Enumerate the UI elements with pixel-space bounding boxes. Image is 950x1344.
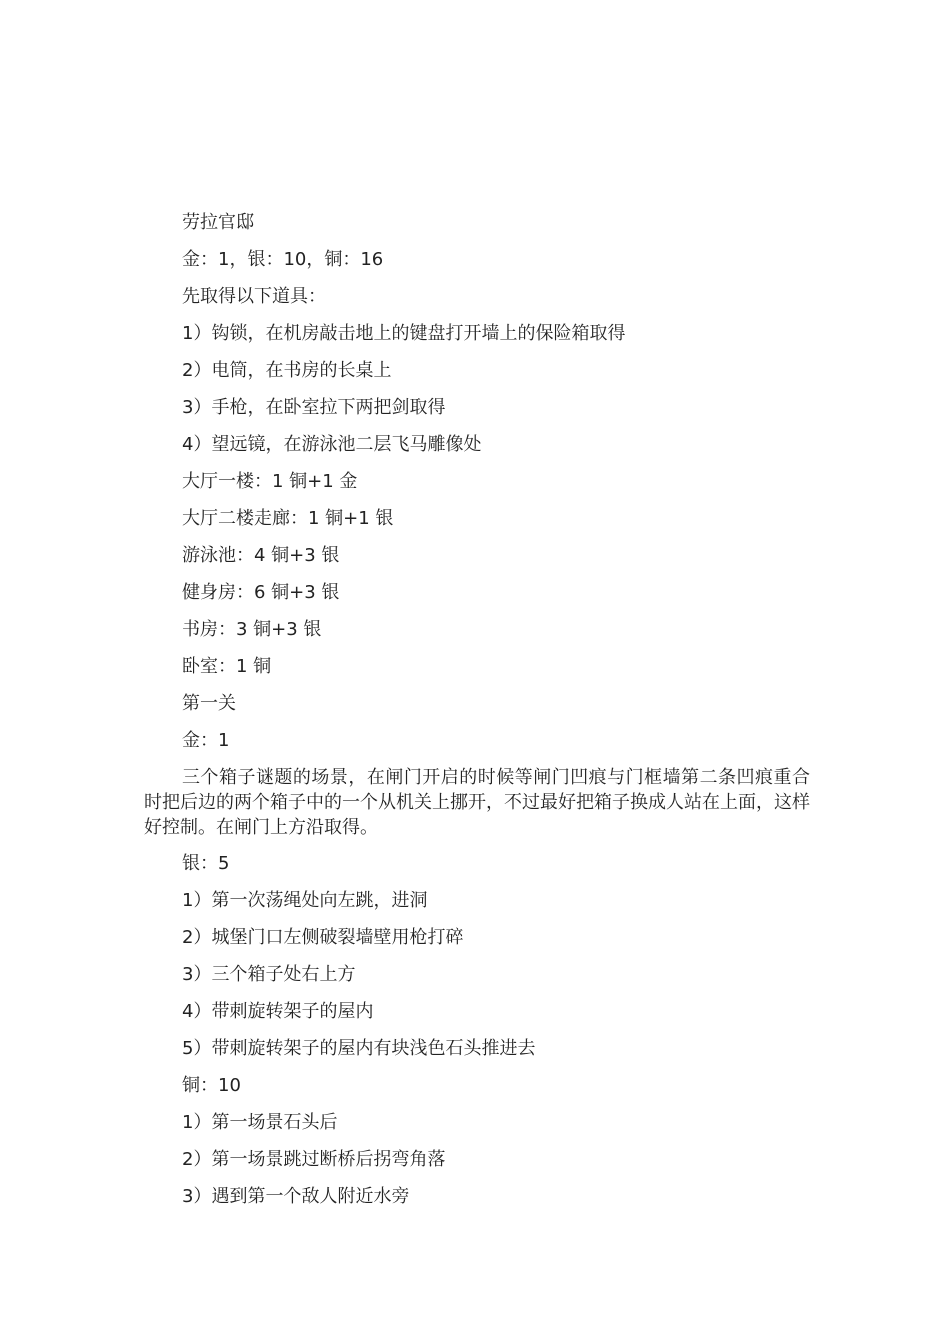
level-one-bronze: 铜：10 <box>182 1075 241 1096</box>
mansion-totals: 金：1，银：10，铜：16 <box>182 249 384 270</box>
level-one-gold: 金：1 <box>182 730 230 751</box>
room-study: 书房：3 铜+3 银 <box>182 619 322 640</box>
gold-description-paragraph: 三个箱子谜题的场景，在闸门开启的时候等闸门凹痕与门框墙第二条凹痕重合时把后边的两个箱子中的一个从机关上挪开，不过最好把箱子换成人站在上面，这样好控制。在闸门上方沿取得。 <box>144 767 810 838</box>
bronze-item-3: 3）遇到第一个敌人附近水旁 <box>182 1186 410 1207</box>
item-pistol: 3）手枪，在卧室拉下两把剑取得 <box>182 397 446 418</box>
silver-item-3: 3）三个箱子处右上方 <box>182 964 356 985</box>
silver-item-2: 2）城堡门口左侧破裂墙壁用枪打碎 <box>182 927 464 948</box>
silver-item-5: 5）带刺旋转架子的屋内有块浅色石头推进去 <box>182 1038 536 1059</box>
room-pool: 游泳池：4 铜+3 银 <box>182 545 340 566</box>
room-bedroom: 卧室：1 铜 <box>182 656 272 677</box>
document-body <box>144 210 810 1221</box>
room-hall-ground: 大厅一楼：1 铜+1 金 <box>182 471 358 492</box>
silver-item-1: 1）第一次荡绳处向左跳，进洞 <box>182 890 428 911</box>
section-title-level-one: 第一关 <box>182 693 236 714</box>
section-title-mansion: 劳拉官邸 <box>182 212 254 233</box>
item-grapple: 1）钩锁，在机房敲击地上的键盘打开墙上的保险箱取得 <box>182 323 626 344</box>
bronze-item-1: 1）第一场景石头后 <box>182 1112 338 1133</box>
item-telescope: 4）望远镜，在游泳池二层飞马雕像处 <box>182 434 482 455</box>
silver-item-4: 4）带刺旋转架子的屋内 <box>182 1001 374 1022</box>
item-flashlight: 2）电筒，在书房的长桌上 <box>182 360 392 381</box>
room-hall-upper: 大厅二楼走廊：1 铜+1 银 <box>182 508 394 529</box>
items-intro: 先取得以下道具： <box>182 286 326 307</box>
room-gym: 健身房：6 铜+3 银 <box>182 582 340 603</box>
bronze-item-2: 2）第一场景跳过断桥后拐弯角落 <box>182 1149 446 1170</box>
level-one-silver: 银：5 <box>182 853 230 874</box>
